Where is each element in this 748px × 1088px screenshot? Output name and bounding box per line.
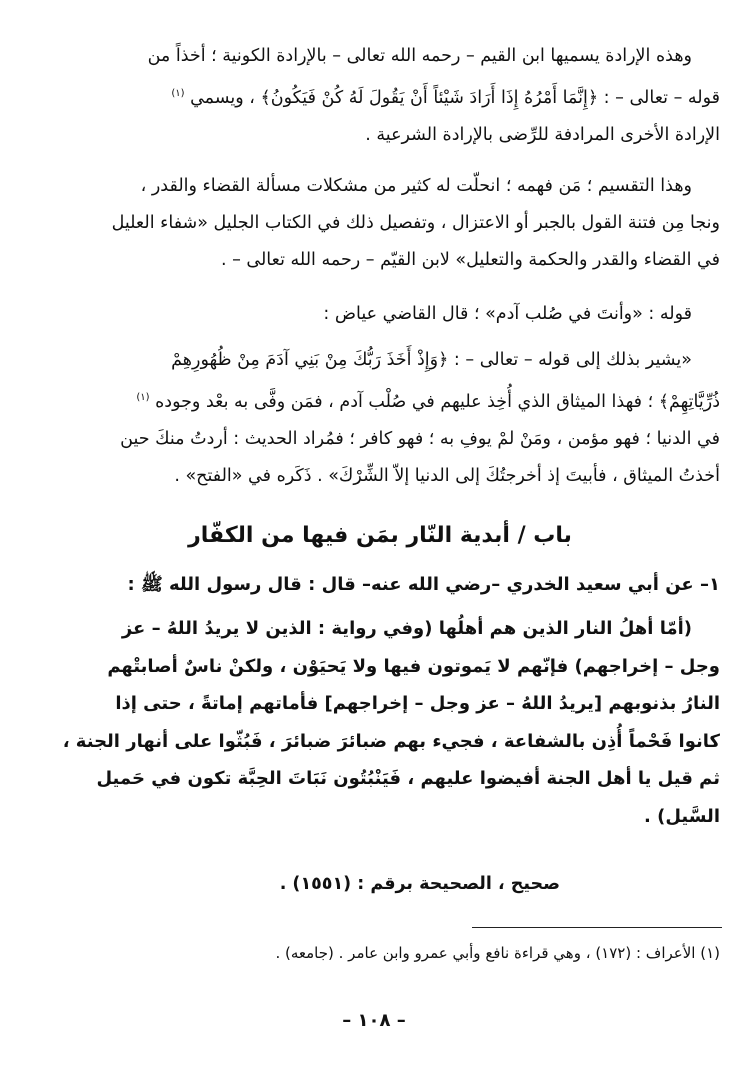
- hadith-text: [40, 610, 720, 835]
- text-line: [40, 75, 720, 117]
- text-line: قوله : «وأنتَ في صُلب آدم» ؛ قال القاضي عياض :: [323, 304, 692, 324]
- text-line: [40, 379, 720, 421]
- text-line-part: ذُرِّيَّاتِهِمْ﴾ ؛ فهذا الميثاق الذي أُخِذ عليهم في صُلْب آدم ، فمَن وفَّى به بعْد وجوده: [155, 391, 720, 412]
- footnote: (١) الأعراف : (١٧٢) ، وهي قراءة نافع وأبي عمرو وابن عامر . (جامعه) .: [275, 944, 720, 962]
- text-line: كانوا فَحْماً أُذِن بالشفاعة ، فجيء بهم ضبائرَ ضبائرَ ، فَبُثّوا على أنهار الجنة ،: [62, 730, 720, 752]
- page-number: – ١٠٨ –: [342, 1010, 406, 1031]
- text-line: أخذتُ الميثاق ، فأبيتَ إذ أخرجتُكَ إلى الدنيا إلاّ الشِّرْكَ» . ذَكَره في «الفتح» .: [174, 465, 720, 486]
- text-line: الإرادة الأخرى المرادفة للرِّضى بالإرادة الشرعية .: [365, 124, 720, 145]
- text-line: «يشير بذلك إلى قوله – تعالى – : ﴿وَإِذْ أَخَذَ رَبُّكَ مِنْ بَنِي آدَمَ مِنْ ظُهُورِهِمْ: [171, 350, 692, 370]
- footnote-divider: [472, 927, 722, 928]
- text-line: وجل – إخراجهم) فإنّهم لا يَموتون فيها ولا يَحيَوْن ، ولكنْ ناسٌ أصابتْهم: [107, 655, 720, 677]
- footnote-marker: (١): [171, 88, 185, 99]
- text-line-part: قوله – تعالى – : ﴿إِنَّمَا أَمْرُهُ إِذَا أَرَادَ شَيْئاً أَنْ يَقُولَ لَهُ كُنْ فَيَكُونُ﴾ ، ويسمي: [190, 87, 720, 108]
- text-line: في القضاء والقدر والحكمة والتعليل» لابن القيّم – رحمه الله تعالى – .: [220, 250, 720, 270]
- text-line: وهذه الإرادة يسميها ابن القيم – رحمه الله تعالى – بالإرادة الكونية ؛ أخذاً من: [147, 46, 692, 66]
- text-line: النارُ بذنوبهم [يريدُ اللهُ – عز وجل – إخراجهم] فأماتهم إماتةً ، حتى إذا: [115, 693, 720, 714]
- text-line: ثم قيل يا أهل الجنة أفيضوا عليهم ، فَيَنْبُتُون نَبَاتَ الحِبَّة تكون في حَميل: [96, 768, 720, 789]
- text-line: في الدنيا ؛ فهو مؤمن ، ومَنْ لمْ يوفِ به ؛ فهو كافر ؛ فمُراد الحديث : أردتُ منكَ حين: [120, 428, 720, 449]
- footnote-marker: (١): [136, 392, 150, 403]
- paragraph-qadi-iyad: [40, 342, 720, 495]
- text-line: وهذا التقسيم ؛ مَن فهمه ؛ انحلّت له كثير من مشكلات مسألة القضاء والقدر ،: [140, 176, 692, 196]
- hadith-narration-head: ١– عن أبي سعيد الخدري –رضي الله عنه– قال : قال رسول الله ﷺ :: [127, 574, 720, 595]
- text-line: ونجا مِن فتنة القول بالجبر أو الاعتزال ، وتفصيل ذلك في الكتاب الجليل «شفاء العليل: [111, 213, 720, 233]
- hadith-reference: صحيح ، الصحيحة برقم : (١٥٥١) .: [279, 874, 560, 894]
- text-line: (أمّا أهلُ النار الذين هم أهلُها (وفي رواية : الذين لا يريدُ اللهُ – عز: [121, 618, 692, 639]
- paragraph-commentary-intro: [40, 296, 720, 333]
- paragraph-kawniyya-will: [40, 38, 720, 154]
- paragraph-division: [40, 168, 720, 279]
- text-line: السَّيل) .: [644, 805, 720, 827]
- chapter-title: باب / أبدية النّار بمَن فيها من الكفّار: [188, 523, 572, 548]
